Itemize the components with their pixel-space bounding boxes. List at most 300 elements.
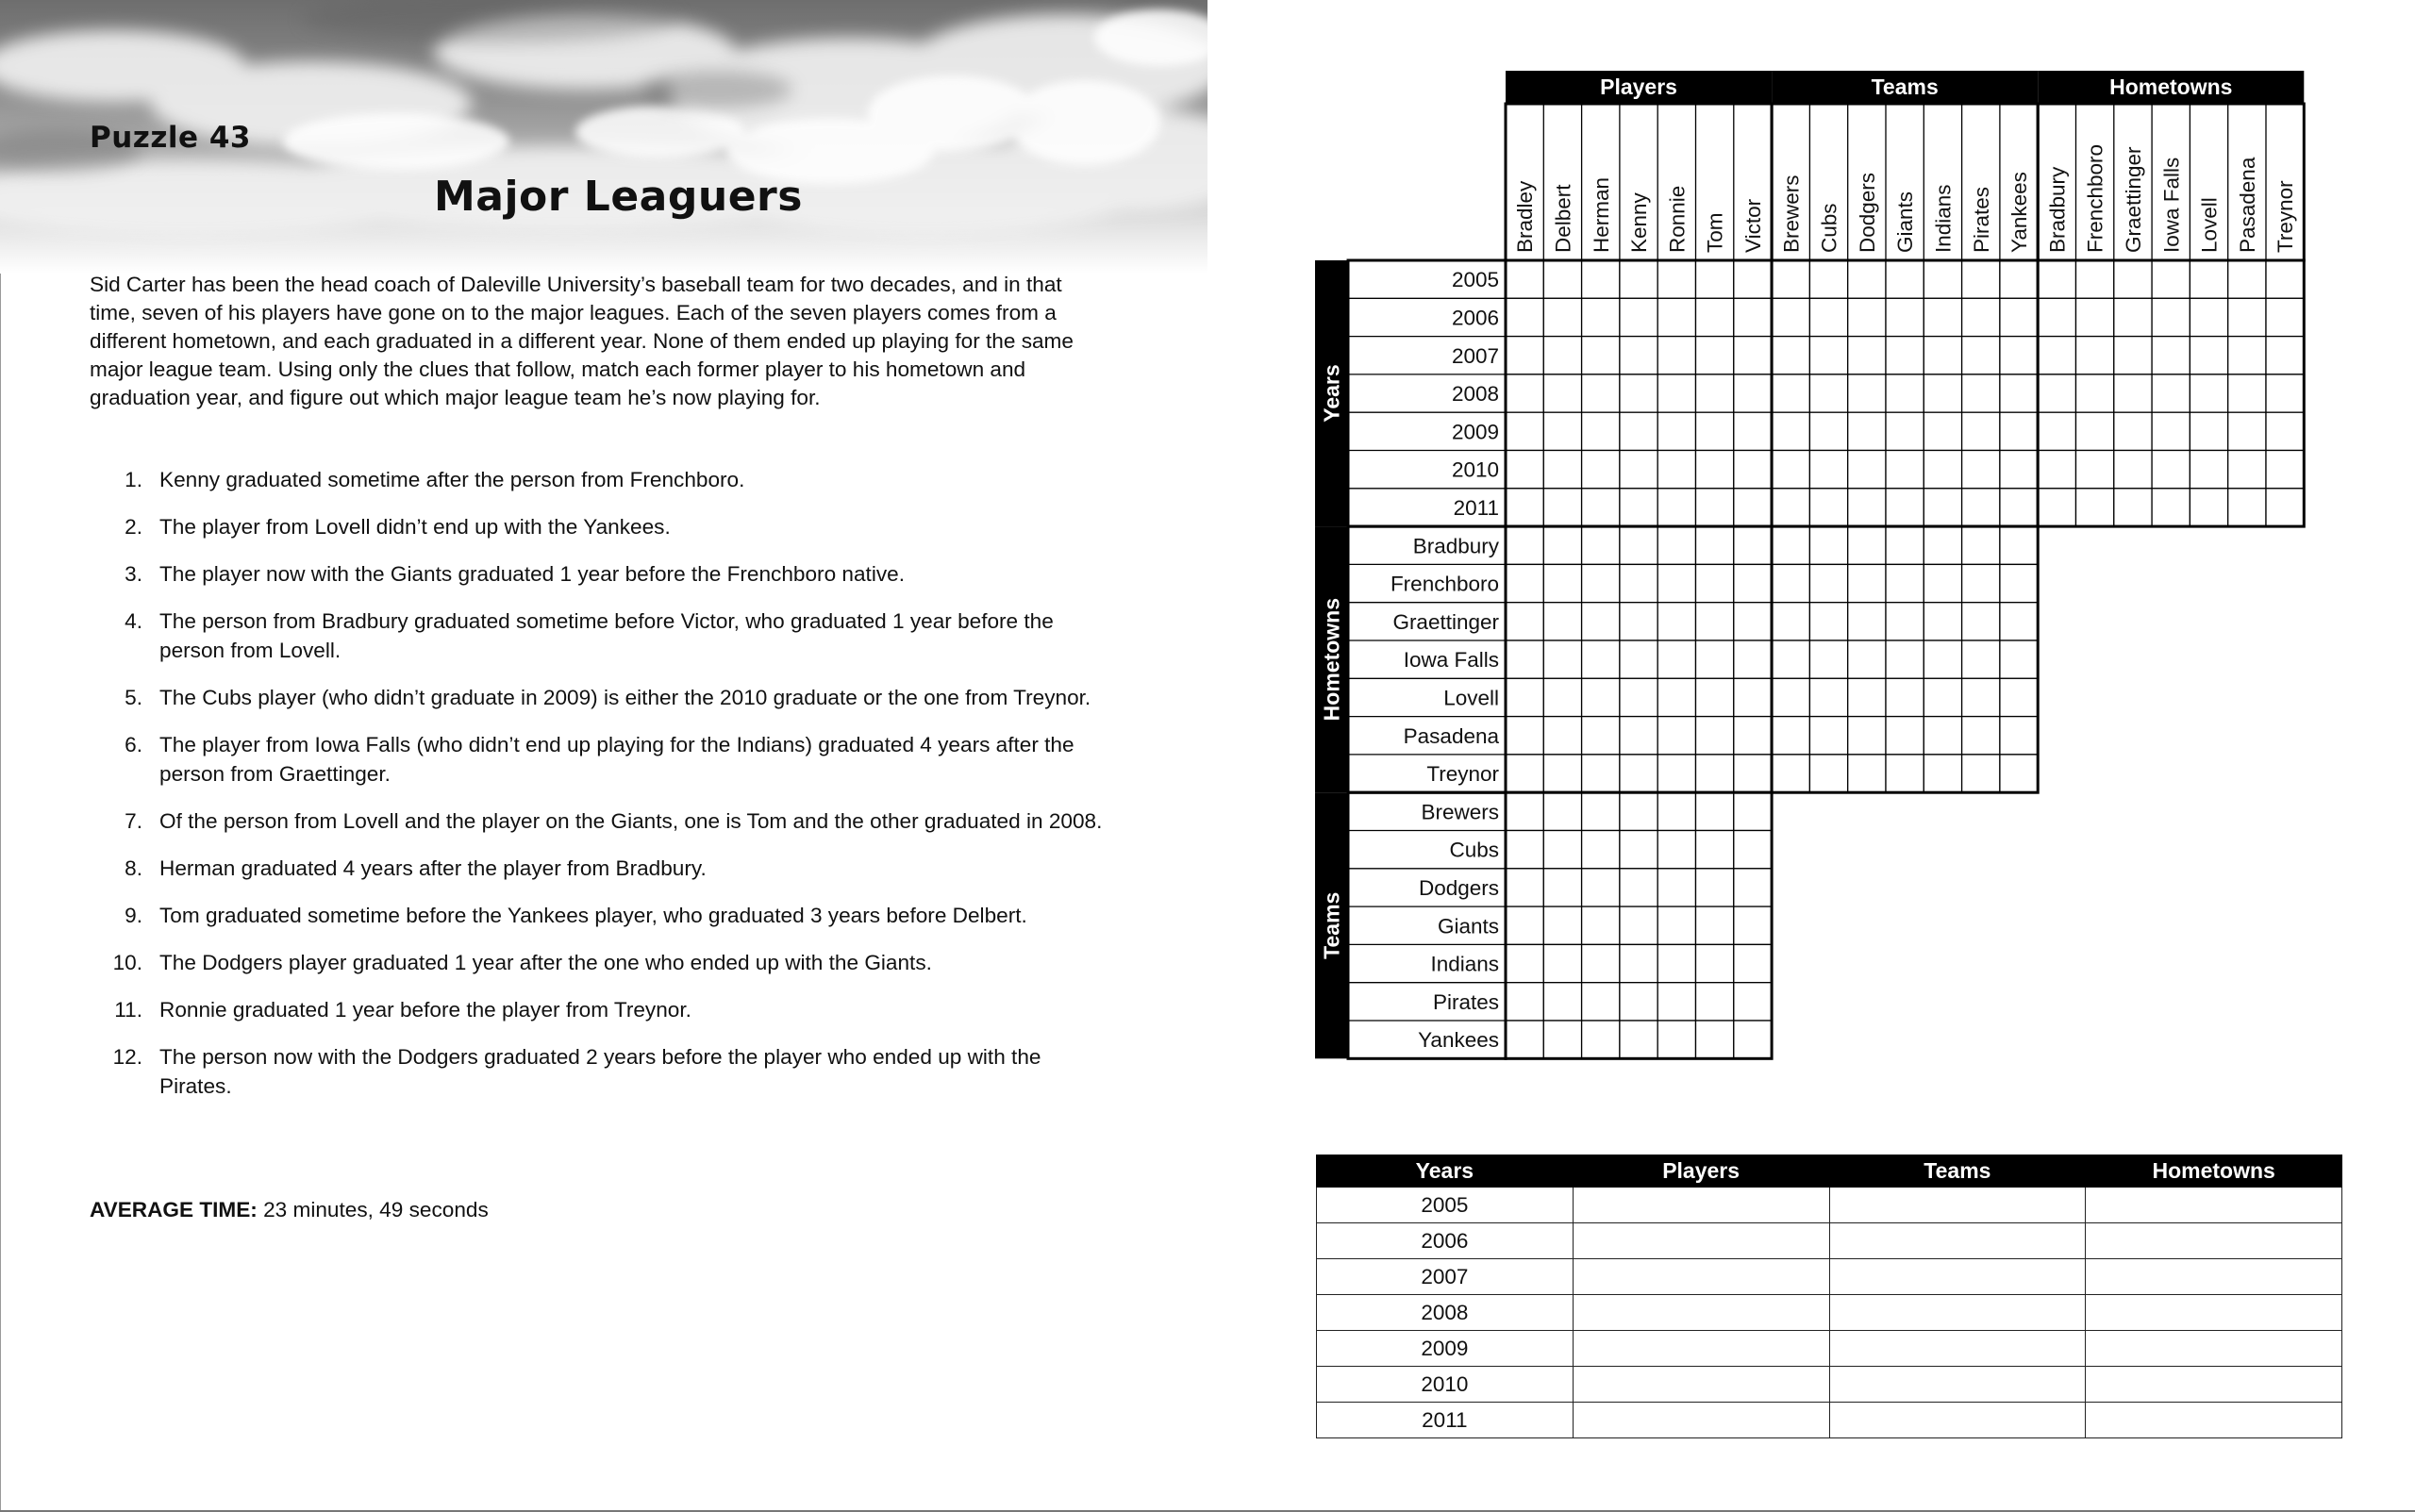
answer-cell-hometowns[interactable] bbox=[2086, 1403, 2342, 1438]
grid-cell[interactable] bbox=[1734, 1021, 1772, 1058]
grid-cell[interactable] bbox=[2000, 603, 2038, 640]
grid-cell[interactable] bbox=[2228, 298, 2266, 336]
grid-cell[interactable] bbox=[1962, 489, 2000, 526]
grid-cell[interactable] bbox=[1924, 337, 1961, 374]
grid-cell[interactable] bbox=[1886, 564, 1924, 602]
grid-cell[interactable] bbox=[1582, 906, 1620, 944]
grid-cell[interactable] bbox=[1848, 337, 1886, 374]
grid-cell[interactable] bbox=[1657, 451, 1695, 489]
grid-cell[interactable] bbox=[1809, 603, 1847, 640]
grid-cell[interactable] bbox=[1506, 755, 1543, 792]
grid-cell[interactable] bbox=[1657, 1021, 1695, 1058]
grid-cell[interactable] bbox=[2076, 451, 2114, 489]
grid-cell[interactable] bbox=[1620, 755, 1657, 792]
grid-cell[interactable] bbox=[1734, 906, 1772, 944]
grid-cell[interactable] bbox=[2000, 678, 2038, 716]
answer-cell-players[interactable] bbox=[1573, 1223, 1829, 1259]
grid-cell[interactable] bbox=[1657, 869, 1695, 906]
grid-cell[interactable] bbox=[1506, 869, 1543, 906]
grid-cell[interactable] bbox=[1924, 564, 1961, 602]
grid-cell[interactable] bbox=[1657, 906, 1695, 944]
answer-cell-players[interactable] bbox=[1573, 1259, 1829, 1295]
grid-cell[interactable] bbox=[1506, 640, 1543, 678]
grid-cell[interactable] bbox=[1696, 906, 1734, 944]
grid-cell[interactable] bbox=[2114, 260, 2152, 298]
grid-cell[interactable] bbox=[2190, 412, 2227, 450]
grid-cell[interactable] bbox=[1734, 526, 1772, 564]
grid-cell[interactable] bbox=[2038, 298, 2075, 336]
grid-cell[interactable] bbox=[1924, 640, 1961, 678]
grid-cell[interactable] bbox=[1886, 717, 1924, 755]
grid-cell[interactable] bbox=[2266, 337, 2304, 374]
grid-cell[interactable] bbox=[1696, 983, 1734, 1021]
grid-cell[interactable] bbox=[1734, 869, 1772, 906]
grid-cell[interactable] bbox=[2076, 374, 2114, 412]
grid-cell[interactable] bbox=[1962, 298, 2000, 336]
grid-cell[interactable] bbox=[2000, 526, 2038, 564]
grid-cell[interactable] bbox=[1886, 755, 1924, 792]
grid-cell[interactable] bbox=[1924, 717, 1961, 755]
grid-cell[interactable] bbox=[1506, 792, 1543, 830]
grid-cell[interactable] bbox=[1772, 337, 1809, 374]
grid-cell[interactable] bbox=[1506, 831, 1543, 869]
grid-cell[interactable] bbox=[1696, 489, 1734, 526]
answer-cell-players[interactable] bbox=[1573, 1331, 1829, 1367]
answer-cell-hometowns[interactable] bbox=[2086, 1188, 2342, 1223]
grid-cell[interactable] bbox=[1962, 678, 2000, 716]
grid-cell[interactable] bbox=[1924, 451, 1961, 489]
grid-cell[interactable] bbox=[2152, 337, 2190, 374]
grid-cell[interactable] bbox=[1886, 640, 1924, 678]
answer-cell-players[interactable] bbox=[1573, 1295, 1829, 1331]
grid-cell[interactable] bbox=[2076, 412, 2114, 450]
grid-cell[interactable] bbox=[1696, 564, 1734, 602]
grid-cell[interactable] bbox=[1924, 526, 1961, 564]
grid-cell[interactable] bbox=[1848, 260, 1886, 298]
grid-cell[interactable] bbox=[1962, 603, 2000, 640]
answer-cell-hometowns[interactable] bbox=[2086, 1259, 2342, 1295]
grid-cell[interactable] bbox=[1620, 564, 1657, 602]
grid-cell[interactable] bbox=[1543, 298, 1581, 336]
grid-cell[interactable] bbox=[1809, 755, 1847, 792]
grid-cell[interactable] bbox=[1696, 526, 1734, 564]
grid-cell[interactable] bbox=[1734, 260, 1772, 298]
grid-cell[interactable] bbox=[1696, 640, 1734, 678]
grid-cell[interactable] bbox=[1657, 374, 1695, 412]
grid-cell[interactable] bbox=[2228, 489, 2266, 526]
grid-cell[interactable] bbox=[2000, 298, 2038, 336]
grid-cell[interactable] bbox=[1734, 983, 1772, 1021]
grid-cell[interactable] bbox=[1886, 489, 1924, 526]
grid-cell[interactable] bbox=[1543, 526, 1581, 564]
grid-cell[interactable] bbox=[1543, 260, 1581, 298]
grid-cell[interactable] bbox=[2266, 260, 2304, 298]
grid-cell[interactable] bbox=[1696, 603, 1734, 640]
grid-cell[interactable] bbox=[1620, 906, 1657, 944]
grid-cell[interactable] bbox=[2228, 260, 2266, 298]
answer-cell-teams[interactable] bbox=[1829, 1403, 2086, 1438]
grid-cell[interactable] bbox=[2000, 640, 2038, 678]
grid-cell[interactable] bbox=[1809, 298, 1847, 336]
grid-cell[interactable] bbox=[1582, 831, 1620, 869]
grid-cell[interactable] bbox=[2076, 260, 2114, 298]
grid-cell[interactable] bbox=[1848, 603, 1886, 640]
grid-cell[interactable] bbox=[1506, 298, 1543, 336]
grid-cell[interactable] bbox=[1924, 374, 1961, 412]
grid-cell[interactable] bbox=[1924, 755, 1961, 792]
grid-cell[interactable] bbox=[1734, 755, 1772, 792]
grid-cell[interactable] bbox=[1848, 489, 1886, 526]
grid-cell[interactable] bbox=[1734, 412, 1772, 450]
answer-cell-teams[interactable] bbox=[1829, 1331, 2086, 1367]
grid-cell[interactable] bbox=[1848, 717, 1886, 755]
grid-cell[interactable] bbox=[1620, 944, 1657, 982]
grid-cell[interactable] bbox=[1809, 717, 1847, 755]
grid-cell[interactable] bbox=[1772, 260, 1809, 298]
grid-cell[interactable] bbox=[1657, 717, 1695, 755]
grid-cell[interactable] bbox=[1962, 564, 2000, 602]
grid-cell[interactable] bbox=[2152, 489, 2190, 526]
grid-cell[interactable] bbox=[1582, 755, 1620, 792]
grid-cell[interactable] bbox=[1809, 260, 1847, 298]
grid-cell[interactable] bbox=[1734, 564, 1772, 602]
grid-cell[interactable] bbox=[1848, 640, 1886, 678]
grid-cell[interactable] bbox=[1772, 412, 1809, 450]
grid-cell[interactable] bbox=[1543, 869, 1581, 906]
grid-cell[interactable] bbox=[1582, 337, 1620, 374]
grid-cell[interactable] bbox=[1696, 260, 1734, 298]
grid-cell[interactable] bbox=[2152, 451, 2190, 489]
grid-cell[interactable] bbox=[1809, 451, 1847, 489]
grid-cell[interactable] bbox=[1886, 603, 1924, 640]
grid-cell[interactable] bbox=[1506, 412, 1543, 450]
grid-cell[interactable] bbox=[2114, 412, 2152, 450]
grid-cell[interactable] bbox=[1543, 906, 1581, 944]
grid-cell[interactable] bbox=[2190, 260, 2227, 298]
answer-cell-teams[interactable] bbox=[1829, 1295, 2086, 1331]
grid-cell[interactable] bbox=[1886, 526, 1924, 564]
grid-cell[interactable] bbox=[1962, 717, 2000, 755]
grid-cell[interactable] bbox=[1772, 755, 1809, 792]
grid-cell[interactable] bbox=[1772, 717, 1809, 755]
grid-cell[interactable] bbox=[1620, 374, 1657, 412]
grid-cell[interactable] bbox=[1809, 640, 1847, 678]
grid-cell[interactable] bbox=[1962, 640, 2000, 678]
grid-cell[interactable] bbox=[1734, 298, 1772, 336]
grid-cell[interactable] bbox=[1809, 337, 1847, 374]
grid-cell[interactable] bbox=[1924, 412, 1961, 450]
grid-cell[interactable] bbox=[1734, 337, 1772, 374]
grid-cell[interactable] bbox=[1734, 717, 1772, 755]
grid-cell[interactable] bbox=[1506, 906, 1543, 944]
grid-cell[interactable] bbox=[1657, 678, 1695, 716]
grid-cell[interactable] bbox=[1543, 717, 1581, 755]
grid-cell[interactable] bbox=[1886, 337, 1924, 374]
grid-cell[interactable] bbox=[2114, 374, 2152, 412]
grid-cell[interactable] bbox=[1582, 526, 1620, 564]
grid-cell[interactable] bbox=[1620, 678, 1657, 716]
grid-cell[interactable] bbox=[1543, 944, 1581, 982]
grid-cell[interactable] bbox=[1924, 678, 1961, 716]
grid-cell[interactable] bbox=[1620, 717, 1657, 755]
grid-cell[interactable] bbox=[2152, 412, 2190, 450]
grid-cell[interactable] bbox=[1582, 792, 1620, 830]
grid-cell[interactable] bbox=[2114, 489, 2152, 526]
grid-cell[interactable] bbox=[1506, 983, 1543, 1021]
grid-cell[interactable] bbox=[1772, 603, 1809, 640]
grid-cell[interactable] bbox=[1657, 337, 1695, 374]
grid-cell[interactable] bbox=[1620, 260, 1657, 298]
grid-cell[interactable] bbox=[2000, 564, 2038, 602]
grid-cell[interactable] bbox=[1886, 412, 1924, 450]
grid-cell[interactable] bbox=[1657, 489, 1695, 526]
grid-cell[interactable] bbox=[1886, 678, 1924, 716]
answer-cell-hometowns[interactable] bbox=[2086, 1295, 2342, 1331]
grid-cell[interactable] bbox=[2076, 298, 2114, 336]
grid-cell[interactable] bbox=[1657, 603, 1695, 640]
grid-cell[interactable] bbox=[1924, 260, 1961, 298]
grid-cell[interactable] bbox=[1886, 451, 1924, 489]
grid-cell[interactable] bbox=[1772, 526, 1809, 564]
grid-cell[interactable] bbox=[2228, 412, 2266, 450]
grid-cell[interactable] bbox=[1582, 717, 1620, 755]
grid-cell[interactable] bbox=[1734, 603, 1772, 640]
grid-cell[interactable] bbox=[1620, 792, 1657, 830]
grid-cell[interactable] bbox=[1772, 640, 1809, 678]
grid-cell[interactable] bbox=[1506, 337, 1543, 374]
grid-cell[interactable] bbox=[1657, 755, 1695, 792]
grid-cell[interactable] bbox=[1543, 374, 1581, 412]
grid-cell[interactable] bbox=[1809, 374, 1847, 412]
grid-cell[interactable] bbox=[2114, 451, 2152, 489]
grid-cell[interactable] bbox=[1543, 451, 1581, 489]
answer-cell-teams[interactable] bbox=[1829, 1367, 2086, 1403]
answer-cell-hometowns[interactable] bbox=[2086, 1367, 2342, 1403]
grid-cell[interactable] bbox=[1924, 489, 1961, 526]
grid-cell[interactable] bbox=[1809, 564, 1847, 602]
grid-cell[interactable] bbox=[1543, 603, 1581, 640]
grid-cell[interactable] bbox=[2228, 374, 2266, 412]
grid-cell[interactable] bbox=[1620, 640, 1657, 678]
grid-cell[interactable] bbox=[1657, 792, 1695, 830]
grid-cell[interactable] bbox=[2038, 489, 2075, 526]
grid-cell[interactable] bbox=[1657, 298, 1695, 336]
grid-cell[interactable] bbox=[2152, 298, 2190, 336]
grid-cell[interactable] bbox=[1543, 983, 1581, 1021]
grid-cell[interactable] bbox=[1734, 831, 1772, 869]
grid-cell[interactable] bbox=[1696, 337, 1734, 374]
grid-cell[interactable] bbox=[1506, 603, 1543, 640]
grid-cell[interactable] bbox=[1582, 1021, 1620, 1058]
grid-cell[interactable] bbox=[1809, 526, 1847, 564]
grid-cell[interactable] bbox=[1696, 869, 1734, 906]
grid-cell[interactable] bbox=[2000, 451, 2038, 489]
grid-cell[interactable] bbox=[1734, 678, 1772, 716]
grid-cell[interactable] bbox=[2190, 489, 2227, 526]
grid-cell[interactable] bbox=[1886, 260, 1924, 298]
grid-cell[interactable] bbox=[1962, 374, 2000, 412]
grid-cell[interactable] bbox=[1543, 489, 1581, 526]
grid-cell[interactable] bbox=[2000, 374, 2038, 412]
grid-cell[interactable] bbox=[1506, 564, 1543, 602]
grid-cell[interactable] bbox=[1543, 337, 1581, 374]
grid-cell[interactable] bbox=[1848, 374, 1886, 412]
grid-cell[interactable] bbox=[1506, 374, 1543, 412]
grid-cell[interactable] bbox=[1543, 564, 1581, 602]
grid-cell[interactable] bbox=[1582, 944, 1620, 982]
grid-cell[interactable] bbox=[2000, 489, 2038, 526]
grid-cell[interactable] bbox=[2190, 374, 2227, 412]
grid-cell[interactable] bbox=[1809, 412, 1847, 450]
answer-cell-hometowns[interactable] bbox=[2086, 1331, 2342, 1367]
grid-cell[interactable] bbox=[1734, 374, 1772, 412]
grid-cell[interactable] bbox=[2000, 412, 2038, 450]
grid-cell[interactable] bbox=[1620, 489, 1657, 526]
answer-cell-players[interactable] bbox=[1573, 1367, 1829, 1403]
grid-cell[interactable] bbox=[1582, 451, 1620, 489]
grid-cell[interactable] bbox=[1582, 489, 1620, 526]
grid-cell[interactable] bbox=[1696, 298, 1734, 336]
grid-cell[interactable] bbox=[1772, 298, 1809, 336]
grid-cell[interactable] bbox=[1657, 412, 1695, 450]
grid-cell[interactable] bbox=[1657, 564, 1695, 602]
grid-cell[interactable] bbox=[1734, 640, 1772, 678]
grid-cell[interactable] bbox=[2038, 451, 2075, 489]
grid-cell[interactable] bbox=[1543, 640, 1581, 678]
grid-cell[interactable] bbox=[1848, 564, 1886, 602]
grid-cell[interactable] bbox=[1696, 717, 1734, 755]
grid-cell[interactable] bbox=[1772, 489, 1809, 526]
grid-cell[interactable] bbox=[2266, 451, 2304, 489]
grid-cell[interactable] bbox=[1506, 678, 1543, 716]
grid-cell[interactable] bbox=[1506, 489, 1543, 526]
grid-cell[interactable] bbox=[1620, 298, 1657, 336]
grid-cell[interactable] bbox=[1620, 983, 1657, 1021]
answer-cell-players[interactable] bbox=[1573, 1403, 1829, 1438]
grid-cell[interactable] bbox=[1620, 451, 1657, 489]
grid-cell[interactable] bbox=[1582, 564, 1620, 602]
grid-cell[interactable] bbox=[1506, 944, 1543, 982]
grid-cell[interactable] bbox=[1582, 983, 1620, 1021]
grid-cell[interactable] bbox=[1543, 412, 1581, 450]
grid-cell[interactable] bbox=[1696, 944, 1734, 982]
grid-cell[interactable] bbox=[1582, 869, 1620, 906]
grid-cell[interactable] bbox=[2266, 412, 2304, 450]
grid-cell[interactable] bbox=[2038, 412, 2075, 450]
grid-cell[interactable] bbox=[1543, 1021, 1581, 1058]
answer-cell-teams[interactable] bbox=[1829, 1188, 2086, 1223]
grid-cell[interactable] bbox=[2152, 374, 2190, 412]
answer-cell-teams[interactable] bbox=[1829, 1223, 2086, 1259]
grid-cell[interactable] bbox=[1620, 603, 1657, 640]
grid-cell[interactable] bbox=[1543, 755, 1581, 792]
grid-cell[interactable] bbox=[2038, 260, 2075, 298]
grid-cell[interactable] bbox=[2266, 489, 2304, 526]
grid-cell[interactable] bbox=[1506, 1021, 1543, 1058]
grid-cell[interactable] bbox=[1848, 451, 1886, 489]
grid-cell[interactable] bbox=[1696, 678, 1734, 716]
grid-cell[interactable] bbox=[1734, 451, 1772, 489]
grid-cell[interactable] bbox=[1506, 526, 1543, 564]
grid-cell[interactable] bbox=[1696, 755, 1734, 792]
grid-cell[interactable] bbox=[1696, 1021, 1734, 1058]
grid-cell[interactable] bbox=[1848, 298, 1886, 336]
answer-cell-players[interactable] bbox=[1573, 1188, 1829, 1223]
grid-cell[interactable] bbox=[1696, 451, 1734, 489]
grid-cell[interactable] bbox=[1582, 260, 1620, 298]
grid-cell[interactable] bbox=[1772, 374, 1809, 412]
grid-cell[interactable] bbox=[1772, 678, 1809, 716]
grid-cell[interactable] bbox=[1506, 717, 1543, 755]
grid-cell[interactable] bbox=[1543, 792, 1581, 830]
grid-cell[interactable] bbox=[1734, 489, 1772, 526]
grid-cell[interactable] bbox=[1886, 374, 1924, 412]
grid-cell[interactable] bbox=[2000, 260, 2038, 298]
grid-cell[interactable] bbox=[1506, 451, 1543, 489]
grid-cell[interactable] bbox=[1809, 678, 1847, 716]
grid-cell[interactable] bbox=[1734, 944, 1772, 982]
answer-cell-hometowns[interactable] bbox=[2086, 1223, 2342, 1259]
grid-cell[interactable] bbox=[2114, 337, 2152, 374]
grid-cell[interactable] bbox=[1543, 678, 1581, 716]
grid-cell[interactable] bbox=[1886, 298, 1924, 336]
grid-cell[interactable] bbox=[1620, 412, 1657, 450]
grid-cell[interactable] bbox=[1620, 526, 1657, 564]
grid-cell[interactable] bbox=[2114, 298, 2152, 336]
grid-cell[interactable] bbox=[2190, 298, 2227, 336]
grid-cell[interactable] bbox=[2190, 451, 2227, 489]
grid-cell[interactable] bbox=[1848, 755, 1886, 792]
grid-cell[interactable] bbox=[1620, 869, 1657, 906]
grid-cell[interactable] bbox=[1582, 298, 1620, 336]
grid-cell[interactable] bbox=[2190, 337, 2227, 374]
grid-cell[interactable] bbox=[1848, 526, 1886, 564]
grid-cell[interactable] bbox=[1848, 678, 1886, 716]
grid-cell[interactable] bbox=[2000, 337, 2038, 374]
grid-cell[interactable] bbox=[2076, 489, 2114, 526]
grid-cell[interactable] bbox=[1620, 337, 1657, 374]
grid-cell[interactable] bbox=[1809, 489, 1847, 526]
grid-cell[interactable] bbox=[2228, 337, 2266, 374]
grid-cell[interactable] bbox=[1657, 640, 1695, 678]
grid-cell[interactable] bbox=[1924, 603, 1961, 640]
grid-cell[interactable] bbox=[1962, 260, 2000, 298]
grid-cell[interactable] bbox=[2000, 717, 2038, 755]
grid-cell[interactable] bbox=[1657, 831, 1695, 869]
grid-cell[interactable] bbox=[2228, 451, 2266, 489]
grid-cell[interactable] bbox=[1962, 451, 2000, 489]
grid-cell[interactable] bbox=[2038, 337, 2075, 374]
grid-cell[interactable] bbox=[1962, 337, 2000, 374]
grid-cell[interactable] bbox=[1962, 526, 2000, 564]
grid-cell[interactable] bbox=[1962, 755, 2000, 792]
grid-cell[interactable] bbox=[1582, 640, 1620, 678]
grid-cell[interactable] bbox=[1657, 944, 1695, 982]
grid-cell[interactable] bbox=[1582, 412, 1620, 450]
grid-cell[interactable] bbox=[1657, 526, 1695, 564]
grid-cell[interactable] bbox=[2076, 337, 2114, 374]
grid-cell[interactable] bbox=[1620, 1021, 1657, 1058]
grid-cell[interactable] bbox=[1582, 678, 1620, 716]
grid-cell[interactable] bbox=[1582, 603, 1620, 640]
answer-cell-teams[interactable] bbox=[1829, 1259, 2086, 1295]
grid-cell[interactable] bbox=[1962, 412, 2000, 450]
grid-cell[interactable] bbox=[1734, 792, 1772, 830]
grid-cell[interactable] bbox=[2152, 260, 2190, 298]
grid-cell[interactable] bbox=[1696, 412, 1734, 450]
grid-cell[interactable] bbox=[1696, 792, 1734, 830]
grid-cell[interactable] bbox=[1657, 260, 1695, 298]
